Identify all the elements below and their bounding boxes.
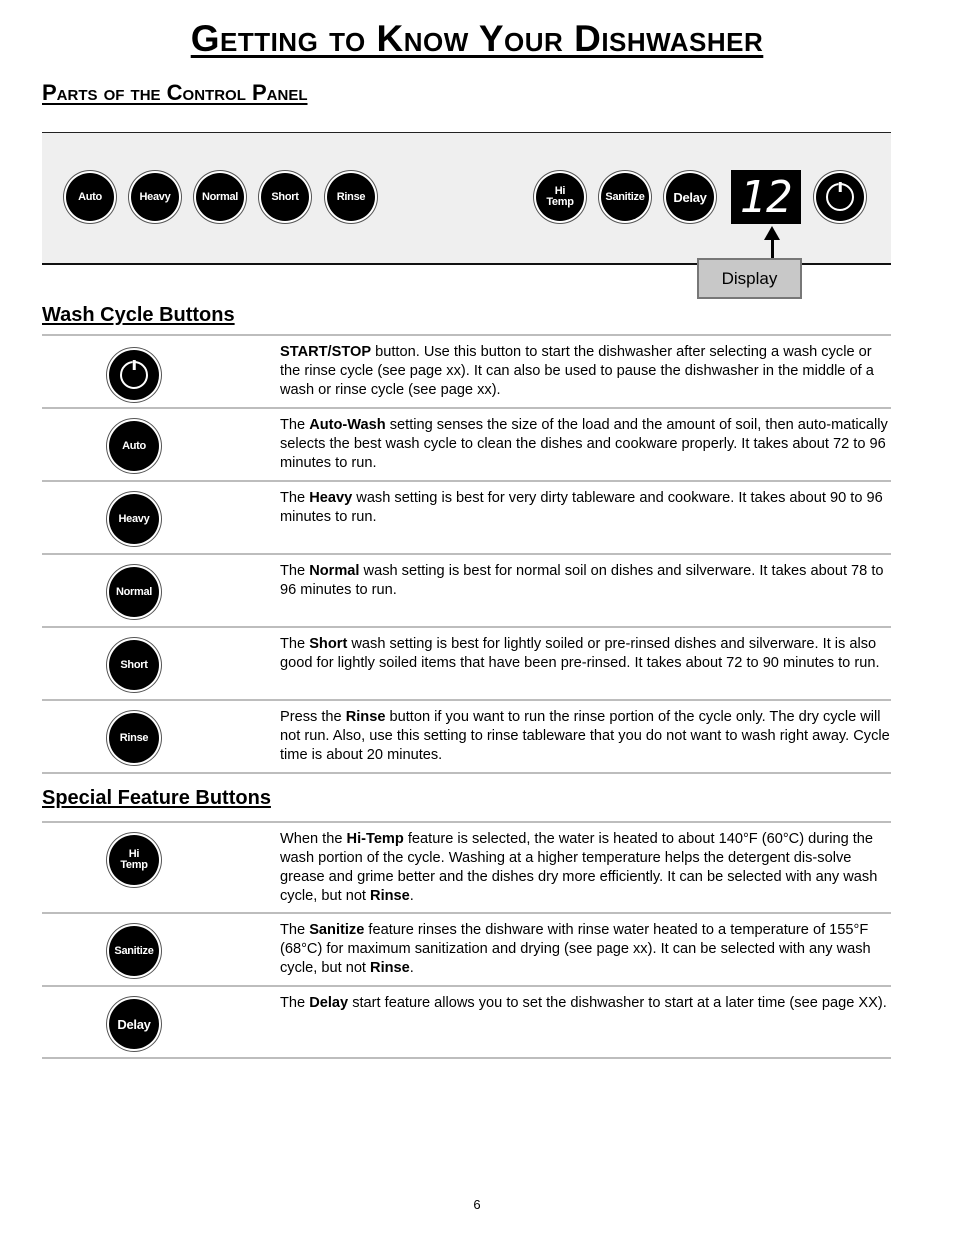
hi-temp-line1: Hi bbox=[554, 185, 566, 197]
power-icon bbox=[826, 183, 854, 211]
hi-temp-button-icon bbox=[109, 835, 159, 885]
row-text: wash setting is best for normal soil on dishes and silverware. It takes about 78 to 96 minutes to run. bbox=[280, 563, 884, 598]
panel-heavy-button: Heavy bbox=[131, 173, 179, 221]
hi-temp-line2: Temp bbox=[546, 196, 574, 208]
row-text: feature is selected, the water is heated to about 140°F (60°C) during the wash portion of the cycle. Washing at a higher temperature helps the detergent dis-solve grease and grime better and the dishes dry more efficiently. It can be selected with any wash cycle, but not bbox=[280, 831, 878, 904]
row-text-pre: The bbox=[280, 995, 310, 1011]
row-text-pre: The bbox=[280, 563, 310, 579]
row-text: button. Use this button to start the dishwasher after selecting a wash cycle or the rinse cycle (see page xx). It can also be used to pause the dishwasher in the middle of a wash or rinse cycle (see page xx). bbox=[280, 344, 874, 398]
row-bold: Short bbox=[309, 636, 348, 652]
row-text-post: . bbox=[409, 888, 414, 904]
row-bold-2: Rinse bbox=[370, 888, 410, 904]
row-bold: Normal bbox=[309, 563, 360, 579]
page-number: 6 bbox=[473, 1197, 481, 1212]
table-row bbox=[42, 407, 891, 481]
page-title: Getting to Know Your Dishwasher bbox=[190, 18, 764, 59]
row-bold: Sanitize bbox=[309, 922, 365, 938]
panel-delay-button: Delay bbox=[666, 173, 714, 221]
row-text-post: . bbox=[409, 960, 414, 976]
row-bold: Rinse bbox=[345, 709, 386, 725]
special-feature-heading: Special Feature Buttons bbox=[42, 787, 271, 809]
row-bold: Hi-Temp bbox=[346, 831, 404, 847]
table-row bbox=[42, 985, 891, 1059]
page-subtitle: Parts of the Control Panel bbox=[42, 80, 308, 105]
row-text-pre: Press the bbox=[280, 709, 346, 725]
display-arrow-line bbox=[771, 236, 774, 260]
start-stop-button-icon bbox=[109, 350, 159, 400]
panel-hi-temp-button bbox=[536, 173, 584, 221]
rinse-button-icon: Rinse bbox=[109, 713, 159, 763]
row-bold: Heavy bbox=[309, 490, 353, 506]
short-button-icon: Short bbox=[109, 640, 159, 690]
power-icon bbox=[120, 361, 148, 389]
table-row bbox=[42, 334, 891, 408]
panel-normal-button: Normal bbox=[196, 173, 244, 221]
table-divider bbox=[42, 1057, 891, 1059]
hi-temp-line1: Hi bbox=[128, 848, 140, 860]
table-divider bbox=[42, 772, 891, 774]
table-row bbox=[42, 626, 891, 700]
panel-sanitize-button: Sanitize bbox=[601, 173, 649, 221]
row-text-pre: The bbox=[280, 417, 310, 433]
table-row bbox=[42, 480, 891, 554]
row-text: feature rinses the dishware with rinse water heated to a temperature of 155°F (68°C) for maximum sanitization and drying (see page xx). It can be selected with any wash cycle, but not bbox=[280, 922, 871, 976]
row-text-pre: The bbox=[280, 636, 310, 652]
row-bold: Auto-Wash bbox=[309, 417, 386, 433]
row-text: wash setting is best for lightly soiled or pre-rinsed dishes and silverware. It is also good for lightly soiled items that have been pre-rinsed. It takes about 72 to 90 minutes to run. bbox=[280, 636, 880, 671]
row-text: button if you want to run the rinse portion of the cycle only. The dry cycle will not run. Also, use this setting to rinse tableware that you do not want to wash right away. Cycle time is about 20 minutes. bbox=[280, 709, 890, 763]
row-text-pre: The bbox=[280, 922, 310, 938]
row-bold: Delay bbox=[309, 995, 349, 1011]
table-row bbox=[42, 699, 891, 773]
auto-button-icon: Auto bbox=[109, 421, 159, 471]
panel-rinse-button: Rinse bbox=[327, 173, 375, 221]
row-bold-2: Rinse bbox=[370, 960, 410, 976]
normal-button-icon: Normal bbox=[109, 567, 159, 617]
row-text: setting senses the size of the load and the amount of soil, then auto-matically selects the best wash cycle to clean the dishes and cookware properly. It takes about 72 to 96 minutes to run. bbox=[280, 417, 888, 471]
table-row bbox=[42, 821, 891, 913]
panel-power-button bbox=[816, 173, 864, 221]
table-row bbox=[42, 912, 891, 986]
table-row bbox=[42, 553, 891, 627]
row-bold: START/STOP bbox=[280, 344, 372, 360]
row-text-pre: The bbox=[280, 490, 310, 506]
sanitize-button-icon: Sanitize bbox=[109, 926, 159, 976]
row-text: start feature allows you to set the dishwasher to start at a later time (see page XX). bbox=[348, 995, 887, 1011]
panel-auto-button: Auto bbox=[66, 173, 114, 221]
display-callout-label: Display bbox=[697, 258, 802, 299]
delay-button-icon: Delay bbox=[109, 999, 159, 1049]
row-text-pre: When the bbox=[280, 831, 347, 847]
panel-digital-display: 12 bbox=[731, 170, 801, 224]
wash-cycle-heading: Wash Cycle Buttons bbox=[42, 304, 235, 326]
heavy-button-icon: Heavy bbox=[109, 494, 159, 544]
hi-temp-line2: Temp bbox=[120, 859, 148, 871]
panel-short-button: Short bbox=[261, 173, 309, 221]
row-text: wash setting is best for very dirty tableware and cookware. It takes about 90 to 96 minutes to run. bbox=[280, 490, 883, 525]
